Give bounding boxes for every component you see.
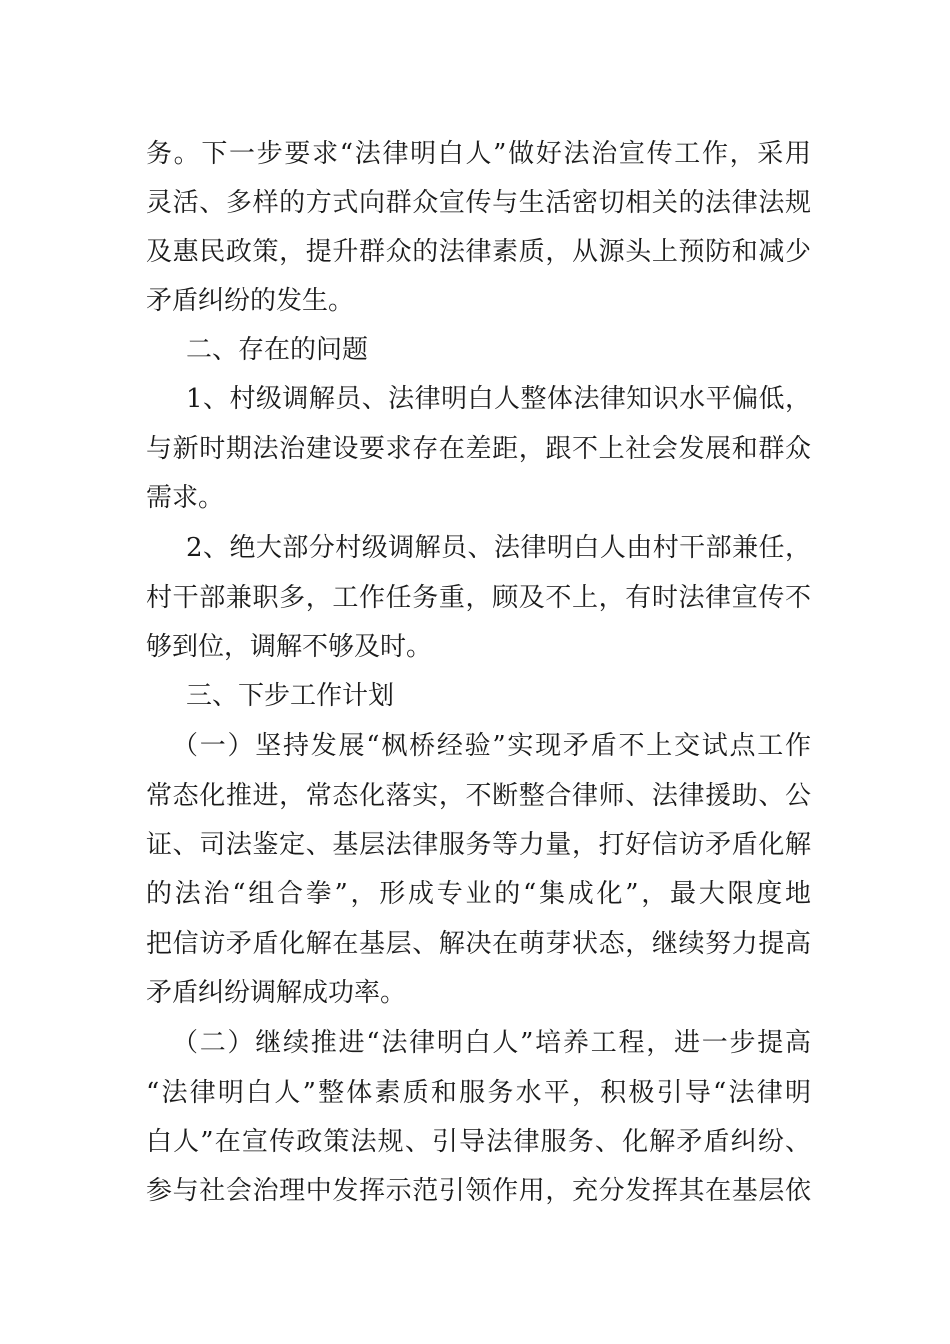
paragraph-line: 1、村级调解员、法律明白人整体法律知识水平偏低，	[186, 384, 811, 414]
paragraph-line: 需求。	[146, 483, 225, 513]
paragraph-line: 村干部兼职多，工作任务重，顾及不上，有时法律宣传不	[146, 583, 811, 613]
paragraph-line: 及惠民政策，提升群众的法律素质，从源头上预防和减少	[146, 237, 811, 267]
paragraph-line: 2、绝大部分村级调解员、法律明白人由村干部兼任，	[186, 533, 811, 563]
section-heading-problems: 二、存在的问题	[186, 335, 369, 365]
paragraph-line: “法律明白人”整体素质和服务水平，积极引导“法律明	[146, 1078, 811, 1108]
paragraph-line: 矛盾纠纷的发生。	[146, 286, 355, 316]
section-heading-plan: 三、下步工作计划	[186, 681, 395, 711]
paragraph-line: 灵活、多样的方式向群众宣传与生活密切相关的法律法规	[146, 188, 811, 218]
paragraph-line: 务。下一步要求“法律明白人”做好法治宣传工作，采用	[146, 139, 811, 169]
paragraph-line: 矛盾纠纷调解成功率。	[146, 978, 407, 1008]
paragraph-line: 参与社会治理中发挥示范引领作用，充分发挥其在基层依	[146, 1176, 811, 1206]
paragraph-line: 常态化推进，常态化落实，不断整合律师、法律援助、公	[146, 781, 811, 811]
paragraph-line: 够到位，调解不够及时。	[146, 632, 433, 662]
paragraph-line: （二）继续推进“法律明白人”培养工程，进一步提高	[172, 1028, 811, 1058]
paragraph-line: （一）坚持发展“枫桥经验”实现矛盾不上交试点工作	[172, 731, 811, 761]
paragraph-line: 与新时期法治建设要求存在差距，跟不上社会发展和群众	[146, 434, 811, 464]
paragraph-line: 证、司法鉴定、基层法律服务等力量，打好信访矛盾化解	[146, 830, 811, 860]
paragraph-line: 白人”在宣传政策法规、引导法律服务、化解矛盾纠纷、	[146, 1127, 811, 1157]
paragraph-line: 的法治“组合拳”，形成专业的“集成化”，最大限度地	[146, 879, 811, 909]
paragraph-line: 把信访矛盾化解在基层、解决在萌芽状态，继续努力提高	[146, 929, 811, 959]
